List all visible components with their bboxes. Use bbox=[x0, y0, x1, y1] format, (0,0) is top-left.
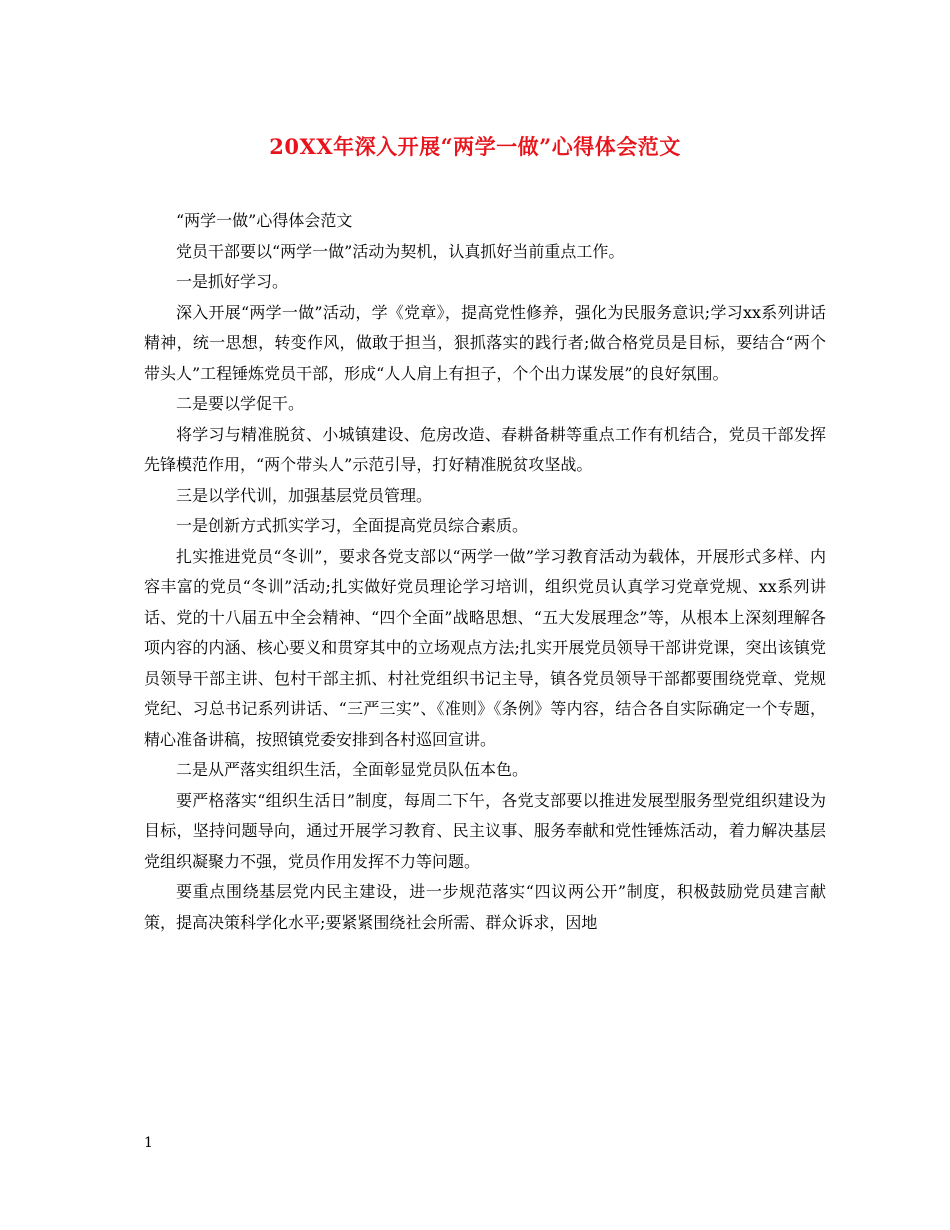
paragraph-action-detail: 将学习与精准脱贫、小城镇建设、危房改造、春耕备耕等重点工作有机结合，党员干部发挥先锋模范作用，“两个带头人”示范引导，打好精准脱贫攻坚战。 bbox=[144, 424, 826, 474]
paragraph-org-life-detail: 要严格落实“组织生活日”制度，每周二下午，各党支部要以推进发展型服务型党组织建设为目标，坚持问题导向，通过开展学习教育、民主议事、服务奉献和党性锤炼活动，着力解决基层党组织凝聚力不强，党员作用发挥不力等问题。 bbox=[144, 790, 826, 871]
paragraph-winter-training: 扎实推进党员“冬训”，要求各党支部以“两学一做”学习教育活动为载体，开展形式多样、内容丰富的党员“冬训”活动;扎实做好党员理论学习培训，组织党员认真学习党章党规、xx系列讲话、党的十八届五中全会精神、“四个全面”战略思想、“五大发展理念”等，从根本上深刻理解各项内容的内涵、核心要义和贯穿其中的立场观点方法;扎实开展党员领导干部讲党课，突出该镇党员领导干部主讲、包村干部主抓、村社党组织书记主导，镇各党员领导干部都要围绕党章、党规党纪、习总书记系列讲话、“三严三实”、《准则》《条例》等内容，结合各自实际确定一个专题，精心准备讲稿，按照镇党委安排到各村巡回宣讲。 bbox=[144, 546, 826, 749]
paragraph-subtitle: “两学一做”心得体会范文 bbox=[176, 211, 353, 230]
paragraph-heading-action: 二是要以学促干。 bbox=[176, 394, 305, 413]
document-body bbox=[144, 206, 826, 938]
paragraph-heading-org-life: 二是从严落实组织生活，全面彰显党员队伍本色。 bbox=[176, 760, 529, 779]
document-title: 20XX年深入开展“两学一做”心得体会范文 bbox=[269, 134, 681, 159]
paragraph-study-detail: 深入开展“两学一做”活动，学《党章》，提高党性修养，强化为民服务意识;学习xx系列讲话精神，统一思想，转变作风，做敢于担当，狠抓落实的践行者;做合格党员是目标，要结合“两个带头人”工程锤炼党员干部，形成“人人肩上有担子，个个出力谋发展”的良好氛围。 bbox=[144, 302, 826, 383]
paragraph-heading-training: 三是以学代训，加强基层党员管理。 bbox=[176, 485, 433, 505]
page-number: 1 bbox=[144, 1135, 153, 1151]
paragraph-intro: 党员干部要以“两学一做”活动为契机，认真抓好当前重点工作。 bbox=[176, 241, 625, 261]
paragraph-democracy: 要重点围绕基层党内民主建设，进一步规范落实“四议两公开”制度，积极鼓励党员建言献策，提高决策科学化水平;要紧紧围绕社会所需、群众诉求，因地 bbox=[144, 882, 826, 932]
paragraph-heading-study: 一是抓好学习。 bbox=[176, 272, 289, 291]
paragraph-heading-innovation: 一是创新方式抓实学习，全面提高党员综合素质。 bbox=[176, 516, 529, 535]
